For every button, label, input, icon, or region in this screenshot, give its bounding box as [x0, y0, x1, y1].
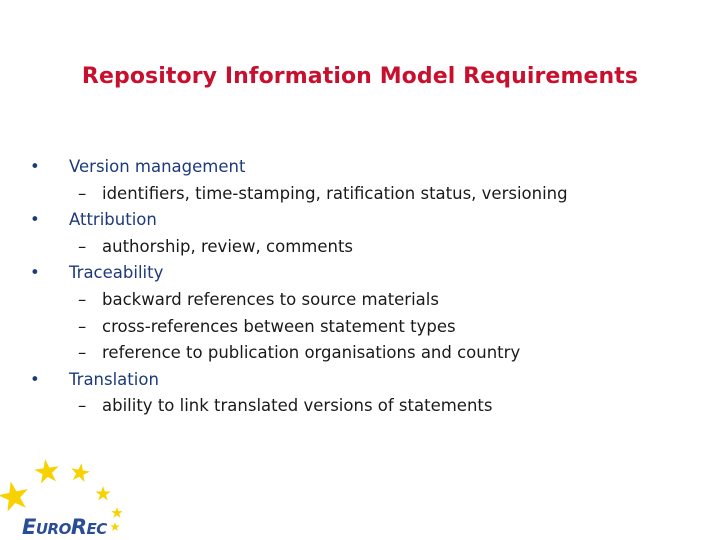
sub-bullet: [30, 393, 710, 420]
dash-icon: –: [78, 343, 87, 363]
logo-letter: R: [70, 515, 87, 539]
bullet-dot-icon: •: [30, 210, 40, 230]
bullet-label: Translation: [69, 369, 159, 389]
star-icon: [69, 462, 91, 483]
sub-bullet-text: identifiers, time-stamping, ratification status, versioning: [102, 183, 568, 203]
bullet-label: Traceability: [69, 263, 164, 283]
bullet-version-management: [30, 154, 710, 181]
bullet-dot-icon: •: [30, 157, 40, 176]
star-icon: [95, 486, 110, 500]
star-icon: [33, 457, 61, 484]
eurorec-logo: [22, 517, 107, 538]
dash-icon: –: [78, 289, 87, 309]
bullet-dot-icon: •: [30, 263, 40, 283]
sub-bullet-text: backward references to source materials: [102, 289, 439, 309]
sub-bullet: [30, 287, 710, 314]
dash-icon: –: [78, 316, 87, 336]
logo-letters: URO: [35, 520, 71, 538]
sub-bullet-text: authorship, review, comments: [102, 236, 354, 256]
sub-bullet: [30, 314, 710, 341]
slide-title: Repository Information Model Requirements: [81, 64, 639, 89]
sub-bullet-text: cross-references between statement types: [102, 316, 456, 336]
dash-icon: –: [78, 396, 87, 416]
logo-letters: EC: [86, 520, 107, 538]
sub-bullet: [30, 181, 710, 208]
bullet-label: Attribution: [69, 210, 157, 230]
star-icon: [0, 478, 32, 513]
dash-icon: –: [78, 183, 87, 203]
bullet-dot-icon: •: [30, 369, 40, 389]
logo-letter: E: [22, 515, 36, 539]
star-icon: [111, 507, 122, 518]
bullet-translation: [30, 367, 710, 394]
bullet-traceability: [30, 260, 710, 287]
sub-bullet-text: reference to publication organisations and country: [102, 343, 521, 363]
sub-bullet: [30, 340, 710, 367]
star-icon: [110, 522, 120, 531]
dash-icon: –: [78, 236, 87, 256]
sub-bullet-text: ability to link translated versions of statements: [102, 396, 493, 416]
bullet-attribution: [30, 207, 710, 234]
bullet-label: Version management: [69, 157, 246, 176]
sub-bullet: [30, 234, 710, 261]
bullet-list: [30, 154, 710, 420]
